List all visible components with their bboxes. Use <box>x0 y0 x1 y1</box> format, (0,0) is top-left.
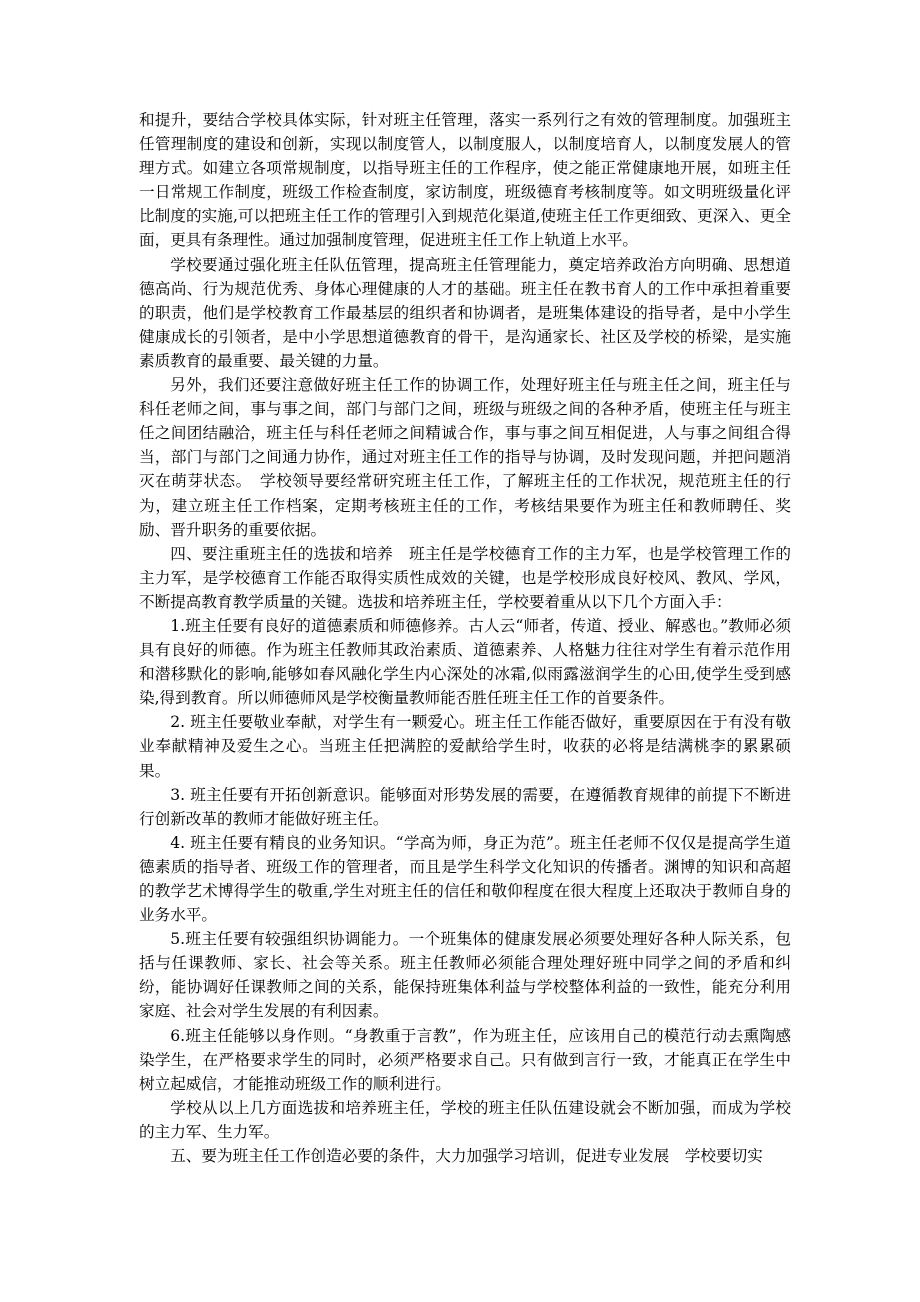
paragraph-point-4: 4. 班主任要有精良的业务知识。“学高为师，身正为范”。班主任老师不仅仅是提高学生道德素质的指导者、班级工作的管理者，而且是学生科学文化知识的传播者。渊博的知识和高超的教学艺术博得学生的敬重,学生对班主任的信任和敬仰程度在很大程度上还取决于教师自身的业务水平。 <box>139 833 791 925</box>
paragraph-section-five-heading: 五、要为班主任工作创造必要的条件，大力加强学习培训，促进专业发展 学校要切实 <box>170 1147 763 1166</box>
paragraph-point-6: 6.班主任能够以身作则。“身教重于言教”，作为班主任，应该用自己的模范行动去熏陶感染学生，在严格要求学生的同时，必须严格要求自己。只有做到言行一致，才能真正在学生中树立起威信，才能推动班级工作的顺利进行。 <box>139 1026 791 1093</box>
paragraph-intro-continuation: 和提升，要结合学校具体实际，针对班主任管理，落实一系列行之有效的管理制度。加强班主任管理制度的建设和创新，实现以制度管人，以制度服人，以制度培育人，以制度发展人的管理方式。如建立各项常规制度，以指导班主任的工作程序，使之能正常健康地开展，如班主任一日常规工作制度，班级工作检查制度，家访制度，班级德育考核制度等。如文明班级量化评比制度的实施,可以把班主任工作的管理引入到规范化渠道,使班主任工作更细致、更深入、更全面，更具有条理性。通过加强制度管理，促进班主任工作上轨道上水平。 <box>139 111 791 250</box>
paragraph-team-management: 学校要通过强化班主任队伍管理，提高班主任管理能力，奠定培养政治方向明确、思想道德高尚、行为规范优秀、身体心理健康的人才的基础。班主任在教书育人的工作中承担着重要的职责，他们是学校教育工作最基层的组织者和协调者，是班集体建设的指导者，是中小学生健康成长的引领者，是中小学思想道德教育的骨干，是沟通家长、社区及学校的桥梁，是实施素质教育的最重要、最关键的力量。 <box>139 255 791 370</box>
paragraph-point-5: 5.班主任要有较强组织协调能力。一个班集体的健康发展必须要处理好各种人际关系，包括与任课教师、家长、社会等关系。班主任教师必须能合理处理好班中同学之间的矛盾和纠纷，能协调好任课教师之间的关系，能保持班集体利益与学校整体利益的一致性，能充分利用家庭、社会对学生发展的有利因素。 <box>139 930 791 1021</box>
paragraph-point-1: 1.班主任要有良好的道德素质和师德修养。古人云“师者，传道、授业、解惑也。”教师必须具有良好的师德。作为班主任教师其政治素质、道德素养、人格魅力往往对学生有着示范作用和潜移默化的影响,能够如春风融化学生内心深处的冰霜,似雨露滋润学生的心田,使学生受到感染,得到教育。所以师德师风是学校衡量教师能否胜任班主任工作的首要条件。 <box>139 616 791 708</box>
paragraph-summary: 学校从以上几方面选拔和培养班主任，学校的班主任队伍建设就会不断加强，而成为学校的主力军、生力军。 <box>139 1098 791 1141</box>
document-page <box>139 108 791 1168</box>
paragraph-coordination: 另外，我们还要注意做好班主任工作的协调工作，处理好班主任与班主任之间，班主任与科任老师之间，事与事之间，部门与部门之间，班级与班级之间的各种矛盾，使班主任与班主任之间团结融洽，班主任与科任老师之间精诚合作，事与事之间互相促进，人与事之间组合得当，部门与部门之间通力协作，通过对班主任工作的指导与协调，及时发现问题，并把问题消灭在萌芽状态。 学校领导要经常研究班主任工作，了解班主任的工作状况，规范班主任的行为，建立班主任工作档案，定期考核班主任的工作，考核结果要作为班主任和教师聘任、奖励、晋升职务的重要依据。 <box>139 376 791 539</box>
paragraph-point-3: 3. 班主任要有开拓创新意识。能够面对形势发展的需要，在遵循教育规律的前提下不断进行创新改革的教师才能做好班主任。 <box>139 785 791 828</box>
paragraph-section-four-heading: 四、要注重班主任的选拔和培养 班主任是学校德育工作的主力军，也是学校管理工作的主力军，是学校德育工作能否取得实质性成效的关键，也是学校形成良好校风、教风、学风，不断提高教育教学质量的关键。选拔和培养班主任，学校要着重从以下几个方面入手： <box>139 544 791 611</box>
paragraph-point-2: 2. 班主任要敬业奉献，对学生有一颗爱心。班主任工作能否做好，重要原因在于有没有敬业奉献精神及爱生之心。当班主任把满腔的爱献给学生时，收获的必将是结满桃李的累累硕果。 <box>139 713 791 780</box>
